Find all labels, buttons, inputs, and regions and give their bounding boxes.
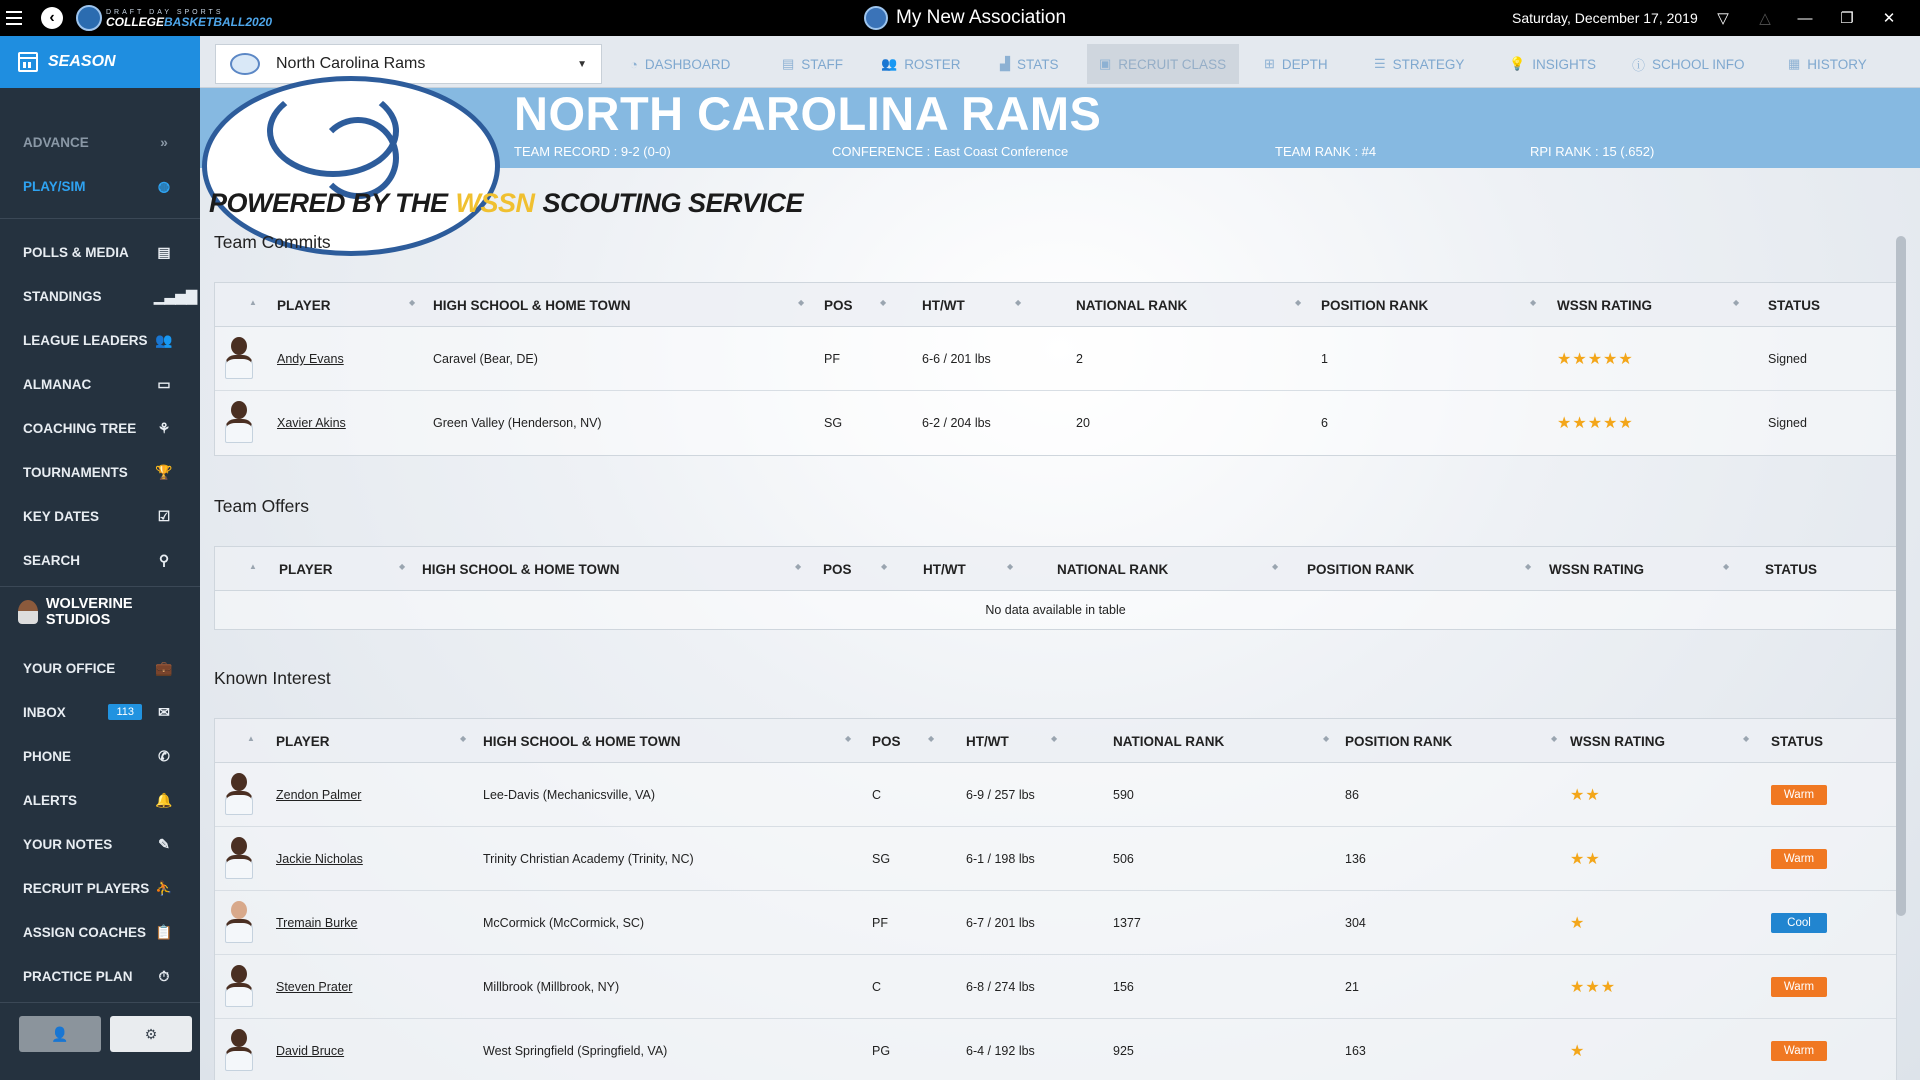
sort-icon[interactable]: ◆ [1551, 734, 1558, 743]
school-cell: Green Valley (Henderson, NV) [433, 416, 602, 430]
sidebar-divider [0, 586, 200, 587]
htwt-cell: 6-8 / 274 lbs [966, 980, 1035, 994]
sidebar-item-label: TOURNAMENTS [23, 464, 128, 480]
back-icon: ‹ [41, 7, 63, 29]
team-conference: CONFERENCE : East Coast Conference [832, 144, 1069, 159]
national-rank-cell: 2 [1076, 352, 1083, 366]
pos-cell: C [872, 980, 882, 994]
calendar-icon [18, 52, 38, 72]
association-logo-icon [864, 6, 888, 30]
tab-roster[interactable] [869, 44, 972, 84]
status-badge: Warm [1771, 849, 1827, 869]
users-icon: 👥 [155, 331, 173, 348]
brand-big [106, 16, 272, 28]
sort-asc-icon[interactable]: ▲ [249, 298, 257, 307]
stopwatch-icon: ⏱ [158, 967, 170, 984]
basketball-icon [76, 5, 102, 31]
restore-icon[interactable]: ❐ [1840, 10, 1854, 27]
sidebar-item-label: PLAY/SIM [23, 178, 86, 194]
htwt-cell: 6-2 / 204 lbs [922, 416, 991, 430]
sidebar-divider [0, 218, 200, 219]
team-logo [202, 76, 500, 256]
chevron-down-icon: ▼ [577, 58, 587, 70]
bar-chart-icon: ▁▃▅▇ [154, 287, 198, 304]
tab-label: DEPTH [1281, 56, 1328, 72]
sidebar-divider [0, 1002, 200, 1003]
table-row [215, 391, 1896, 455]
col-player[interactable]: PLAYER [279, 561, 333, 577]
col-pos[interactable]: POS [824, 297, 853, 313]
tab-stats[interactable] [988, 44, 1071, 84]
htwt-cell: 6-6 / 201 lbs [922, 352, 991, 366]
table-header [215, 283, 1896, 327]
pos-cell: PF [872, 916, 888, 930]
sidebar-item-search[interactable] [0, 538, 200, 582]
user-icon: 👤 [51, 1025, 69, 1042]
sidebar-item-label: STANDINGS [23, 288, 102, 304]
brand-year: 2020 [245, 14, 273, 29]
info-icon: ⓘ [1632, 57, 1646, 73]
col-htwt[interactable]: HT/WT [966, 733, 1009, 749]
sort-icon[interactable]: ◆ [1323, 734, 1330, 743]
tab-label: DASHBOARD [644, 56, 731, 72]
sidebar-item-label: ALMANAC [23, 376, 92, 392]
school-cell: Caravel (Bear, DE) [433, 352, 538, 366]
player-portrait [225, 773, 253, 815]
col-school[interactable]: HIGH SCHOOL & HOME TOWN [483, 733, 681, 749]
sort-icon[interactable]: ◆ [399, 562, 406, 571]
table-header [215, 719, 1896, 763]
sort-icon[interactable]: ◆ [1272, 562, 1279, 571]
minimize-icon[interactable]: — [1797, 9, 1813, 27]
pos-cell: SG [824, 416, 843, 430]
sort-icon[interactable]: ◆ [928, 734, 935, 743]
htwt-cell: 6-1 / 198 lbs [966, 852, 1035, 866]
table-header [215, 547, 1896, 591]
main-panel [200, 36, 1920, 1080]
dropdown-icon[interactable]: ▽ [1717, 10, 1729, 27]
clipboard-icon: 📋 [155, 923, 173, 940]
powered-by-text: POWERED BY THE [209, 188, 448, 218]
table-row [215, 955, 1896, 1019]
archive-icon: ▭ [157, 375, 171, 392]
tab-label: INSIGHTS [1532, 56, 1596, 72]
position-rank-cell: 304 [1345, 916, 1366, 930]
htwt-cell: 6-4 / 192 lbs [966, 1044, 1035, 1058]
pos-cell: PF [824, 352, 840, 366]
sort-icon[interactable]: ◆ [1051, 734, 1058, 743]
brand-small: DRAFT DAY SPORTS [106, 8, 224, 16]
col-htwt[interactable]: HT/WT [923, 561, 966, 577]
sidebar-item-coaching-tree[interactable] [0, 406, 200, 450]
sort-icon[interactable]: ◆ [409, 298, 416, 307]
school-cell: McCormick (McCormick, SC) [483, 916, 645, 930]
position-rank-cell: 86 [1345, 788, 1359, 802]
sidebar-item-label: YOUR OFFICE [23, 660, 116, 676]
association-name: My New Association [896, 7, 1067, 28]
close-icon[interactable]: ✕ [1882, 10, 1896, 27]
sidebar-item-polls-media[interactable] [0, 230, 200, 274]
sidebar-item-standings[interactable] [0, 274, 200, 318]
position-rank-cell: 1 [1321, 352, 1328, 366]
sidebar-item-label: ALERTS [23, 792, 77, 808]
sidebar-item-alerts[interactable] [0, 778, 200, 822]
status-cell: Signed [1768, 416, 1807, 430]
tab-recruit-class[interactable] [1087, 44, 1239, 84]
season-header[interactable] [0, 36, 200, 88]
col-htwt[interactable]: HT/WT [922, 297, 965, 313]
title-bar [0, 0, 1920, 36]
player-portrait [225, 337, 253, 379]
sidebar-item-label: PRACTICE PLAN [23, 968, 133, 984]
sliders-icon: ☰ [1374, 56, 1386, 71]
col-school[interactable]: HIGH SCHOOL & HOME TOWN [422, 561, 620, 577]
national-rank-cell: 506 [1113, 852, 1134, 866]
pos-cell: SG [872, 852, 891, 866]
col-status[interactable]: STATUS [1771, 733, 1823, 749]
sidebar-item-label: KEY DATES [23, 508, 100, 524]
scrollbar[interactable] [1896, 236, 1906, 916]
tab-dashboard[interactable] [618, 44, 742, 84]
col-national-rank[interactable]: NATIONAL RANK [1057, 561, 1169, 577]
player-link[interactable]: Zendon Palmer [276, 788, 362, 802]
status-badge: Warm [1771, 977, 1827, 997]
sort-asc-icon[interactable]: ▲ [249, 562, 257, 571]
col-wssn-rating[interactable]: WSSN RATING [1557, 297, 1652, 313]
section-title-commits: Team Commits [214, 232, 331, 252]
history-icon: ▦ [1788, 56, 1801, 71]
national-rank-cell: 20 [1076, 416, 1090, 430]
back-button[interactable] [40, 0, 64, 36]
sidebar-item-your-notes[interactable] [0, 822, 200, 866]
status-cell: Signed [1768, 352, 1807, 366]
sidebar-item-label: ADVANCE [23, 134, 89, 150]
sort-icon[interactable]: ◆ [1525, 562, 1532, 571]
offers-table [214, 546, 1897, 630]
sort-icon[interactable]: ◆ [1733, 298, 1740, 307]
inbox-count-badge: 113 [108, 704, 142, 720]
national-rank-cell: 156 [1113, 980, 1134, 994]
recruit-icon: ⛹ [155, 879, 173, 896]
sort-icon[interactable]: ◆ [460, 734, 467, 743]
newspaper-icon: ▤ [157, 243, 171, 260]
recruit-icon: ▣ [1099, 56, 1112, 71]
position-rank-cell: 21 [1345, 980, 1359, 994]
basketball-icon: ◍ [157, 177, 171, 194]
col-national-rank[interactable]: NATIONAL RANK [1076, 297, 1188, 313]
col-pos[interactable]: POS [872, 733, 901, 749]
star-rating: ★ [1570, 1043, 1586, 1060]
sidebar-item-your-office[interactable] [0, 646, 200, 690]
clipboard-icon: ▤ [782, 56, 795, 71]
col-wssn-rating[interactable]: WSSN RATING [1570, 733, 1665, 749]
position-rank-cell: 163 [1345, 1044, 1366, 1058]
player-portrait [225, 965, 253, 1007]
star-rating: ★★★ [1570, 979, 1617, 996]
tab-insights[interactable] [1497, 44, 1608, 84]
position-rank-cell: 136 [1345, 852, 1366, 866]
tab-label: ROSTER [904, 56, 961, 72]
sidebar-item-almanac[interactable] [0, 362, 200, 406]
tab-label: RECRUIT CLASS [1118, 56, 1227, 72]
sidebar-item-practice-plan[interactable] [0, 954, 200, 998]
brand-college: COLLEGE [106, 14, 165, 29]
commits-table [214, 282, 1897, 456]
season-label: SEASON [48, 53, 116, 70]
col-status[interactable]: STATUS [1768, 297, 1820, 313]
sort-icon[interactable]: ◆ [795, 562, 802, 571]
interest-table [214, 718, 1897, 1080]
wssn-logo: WSSN [455, 188, 535, 218]
pos-cell: C [872, 788, 882, 802]
star-rating: ★★★★★ [1557, 351, 1634, 368]
player-link[interactable]: Tremain Burke [276, 916, 358, 930]
col-position-rank[interactable]: POSITION RANK [1345, 733, 1453, 749]
school-cell: West Springfield (Springfield, VA) [483, 1044, 668, 1058]
tab-school-info[interactable] [1620, 44, 1757, 84]
sort-icon[interactable]: ◆ [1530, 298, 1537, 307]
scouting-service-banner [209, 188, 803, 219]
studio-header[interactable] [0, 590, 200, 634]
tab-label: STATS [1017, 56, 1059, 72]
team-select[interactable] [215, 44, 602, 84]
user-gear-icon: ⚙ [144, 1025, 158, 1042]
sidebar-item-label: POLLS & MEDIA [23, 244, 129, 260]
edit-icon: ✎ [158, 835, 170, 852]
trophy-icon: 🏆 [155, 463, 173, 480]
briefcase-icon: 💼 [155, 659, 173, 676]
user-settings-button[interactable] [110, 1016, 192, 1052]
national-rank-cell: 925 [1113, 1044, 1134, 1058]
col-wssn-rating[interactable]: WSSN RATING [1549, 561, 1644, 577]
team-select-value: North Carolina Rams [276, 55, 426, 72]
bell-icon: 🔔 [155, 791, 173, 808]
sidebar-item-label: SEARCH [23, 552, 81, 568]
col-position-rank[interactable]: POSITION RANK [1321, 297, 1429, 313]
tree-icon: ⚘ [157, 419, 171, 436]
team-logo-icon [230, 53, 260, 75]
tab-strategy[interactable] [1362, 44, 1476, 84]
team-rank: TEAM RANK : #4 [1275, 144, 1377, 159]
sidebar-item-league-leaders[interactable] [0, 318, 200, 362]
star-rating: ★★ [1570, 851, 1601, 868]
sidebar-item-play-sim[interactable] [0, 164, 200, 208]
team-name: NORTH CAROLINA RAMS [514, 87, 1102, 140]
player-portrait [225, 401, 253, 443]
phone-icon: ✆ [158, 747, 170, 764]
player-link[interactable]: Andy Evans [277, 352, 344, 366]
dashboard-icon: ◔ [630, 56, 638, 72]
calendar-check-icon: ☑ [157, 507, 171, 524]
player-portrait [225, 1029, 253, 1071]
upload-icon[interactable]: △ [1759, 10, 1771, 27]
school-cell: Lee-Davis (Mechanicsville, VA) [483, 788, 656, 802]
sort-icon[interactable]: ◆ [1743, 734, 1750, 743]
sort-icon[interactable]: ◆ [798, 298, 805, 307]
player-portrait [225, 901, 253, 943]
sidebar-item-phone[interactable] [0, 734, 200, 778]
brand-basketball: BASKETBALL [164, 14, 246, 29]
sidebar-item-label: YOUR NOTES [23, 836, 113, 852]
game-date: Saturday, December 17, 2019 [1512, 10, 1698, 26]
col-pos[interactable]: POS [823, 561, 852, 577]
empty-table-message: No data available in table [985, 603, 1126, 617]
national-rank-cell: 590 [1113, 788, 1134, 802]
sidebar-item-label: ASSIGN COACHES [23, 924, 147, 940]
htwt-cell: 6-9 / 257 lbs [966, 788, 1035, 802]
sitemap-icon: ⊞ [1264, 56, 1275, 71]
bar-chart-icon: ▟ [1000, 56, 1010, 71]
scouting-service-text: SCOUTING SERVICE [542, 188, 804, 218]
table-row [215, 1019, 1896, 1080]
tab-label: STAFF [801, 56, 844, 72]
team-navbar [200, 36, 1920, 88]
school-cell: Millbrook (Millbrook, NY) [483, 980, 620, 994]
col-player[interactable]: PLAYER [276, 733, 330, 749]
tab-label: STRATEGY [1392, 56, 1465, 72]
star-rating: ★★★★★ [1557, 415, 1634, 432]
position-rank-cell: 6 [1321, 416, 1328, 430]
sidebar [0, 36, 200, 1080]
player-link[interactable]: Xavier Akins [277, 416, 346, 430]
sidebar-item-label: INBOX [23, 704, 66, 720]
table-row [215, 891, 1896, 955]
tab-history[interactable] [1776, 44, 1879, 84]
sidebar-item-key-dates[interactable] [0, 494, 200, 538]
pos-cell: PG [872, 1044, 891, 1058]
sidebar-item-tournaments[interactable] [0, 450, 200, 494]
tab-depth[interactable] [1252, 44, 1340, 84]
tab-staff[interactable] [770, 44, 855, 84]
status-badge: Warm [1771, 785, 1827, 805]
table-row [215, 327, 1896, 391]
association-title [864, 0, 1066, 36]
section-title-offers: Team Offers [214, 496, 309, 516]
col-school[interactable]: HIGH SCHOOL & HOME TOWN [433, 297, 631, 313]
player-link[interactable]: Steven Prater [276, 980, 353, 994]
national-rank-cell: 1377 [1113, 916, 1141, 930]
sort-icon[interactable]: ◆ [881, 562, 888, 571]
school-cell: Trinity Christian Academy (Trinity, NC) [483, 852, 694, 866]
col-status[interactable]: STATUS [1765, 561, 1817, 577]
star-rating: ★ [1570, 915, 1586, 932]
sidebar-item-label: COACHING TREE [23, 420, 137, 436]
sidebar-item-advance[interactable] [0, 120, 200, 164]
game-logo [76, 0, 272, 36]
status-badge: Warm [1771, 1041, 1827, 1061]
table-row [215, 763, 1896, 827]
col-national-rank[interactable]: NATIONAL RANK [1113, 733, 1225, 749]
sort-asc-icon[interactable]: ▲ [247, 734, 255, 743]
col-position-rank[interactable]: POSITION RANK [1307, 561, 1415, 577]
studio-name: WOLVERINE STUDIOS [45, 596, 133, 628]
star-rating: ★★ [1570, 787, 1601, 804]
htwt-cell: 6-7 / 201 lbs [966, 916, 1035, 930]
sidebar-item-label: LEAGUE LEADERS [23, 332, 148, 348]
chevron-double-right-icon: » [160, 134, 168, 150]
sort-icon[interactable]: ◆ [1295, 298, 1302, 307]
sort-icon[interactable]: ◆ [1723, 562, 1730, 571]
sidebar-item-inbox[interactable] [0, 690, 200, 734]
users-icon: 👥 [881, 56, 898, 71]
player-portrait [225, 837, 253, 879]
lightbulb-icon: 💡 [1509, 56, 1526, 71]
envelope-icon: ✉ [158, 703, 170, 720]
player-link[interactable]: Jackie Nicholas [276, 852, 363, 866]
hamburger-icon[interactable] [6, 0, 30, 36]
tab-label: HISTORY [1807, 56, 1867, 72]
avatar [18, 600, 38, 624]
search-icon: ⚲ [158, 551, 170, 568]
sort-icon[interactable]: ◆ [845, 734, 852, 743]
rpi-rank: RPI RANK : 15 (.652) [1530, 144, 1655, 159]
col-player[interactable]: PLAYER [277, 297, 331, 313]
user-profile-button[interactable] [19, 1016, 101, 1052]
status-badge: Cool [1771, 913, 1827, 933]
team-record: TEAM RECORD : 9-2 (0-0) [514, 144, 671, 159]
sidebar-item-assign-coaches[interactable] [0, 910, 200, 954]
sort-icon[interactable]: ◆ [1015, 298, 1022, 307]
sidebar-item-recruit-players[interactable] [0, 866, 200, 910]
sidebar-item-label: PHONE [23, 748, 72, 764]
table-row [215, 827, 1896, 891]
sidebar-item-label: RECRUIT PLAYERS [23, 880, 150, 896]
sort-icon[interactable]: ◆ [880, 298, 887, 307]
tab-label: SCHOOL INFO [1652, 56, 1745, 72]
player-link[interactable]: David Bruce [276, 1044, 345, 1058]
sort-icon[interactable]: ◆ [1007, 562, 1014, 571]
section-title-interest: Known Interest [214, 668, 331, 688]
